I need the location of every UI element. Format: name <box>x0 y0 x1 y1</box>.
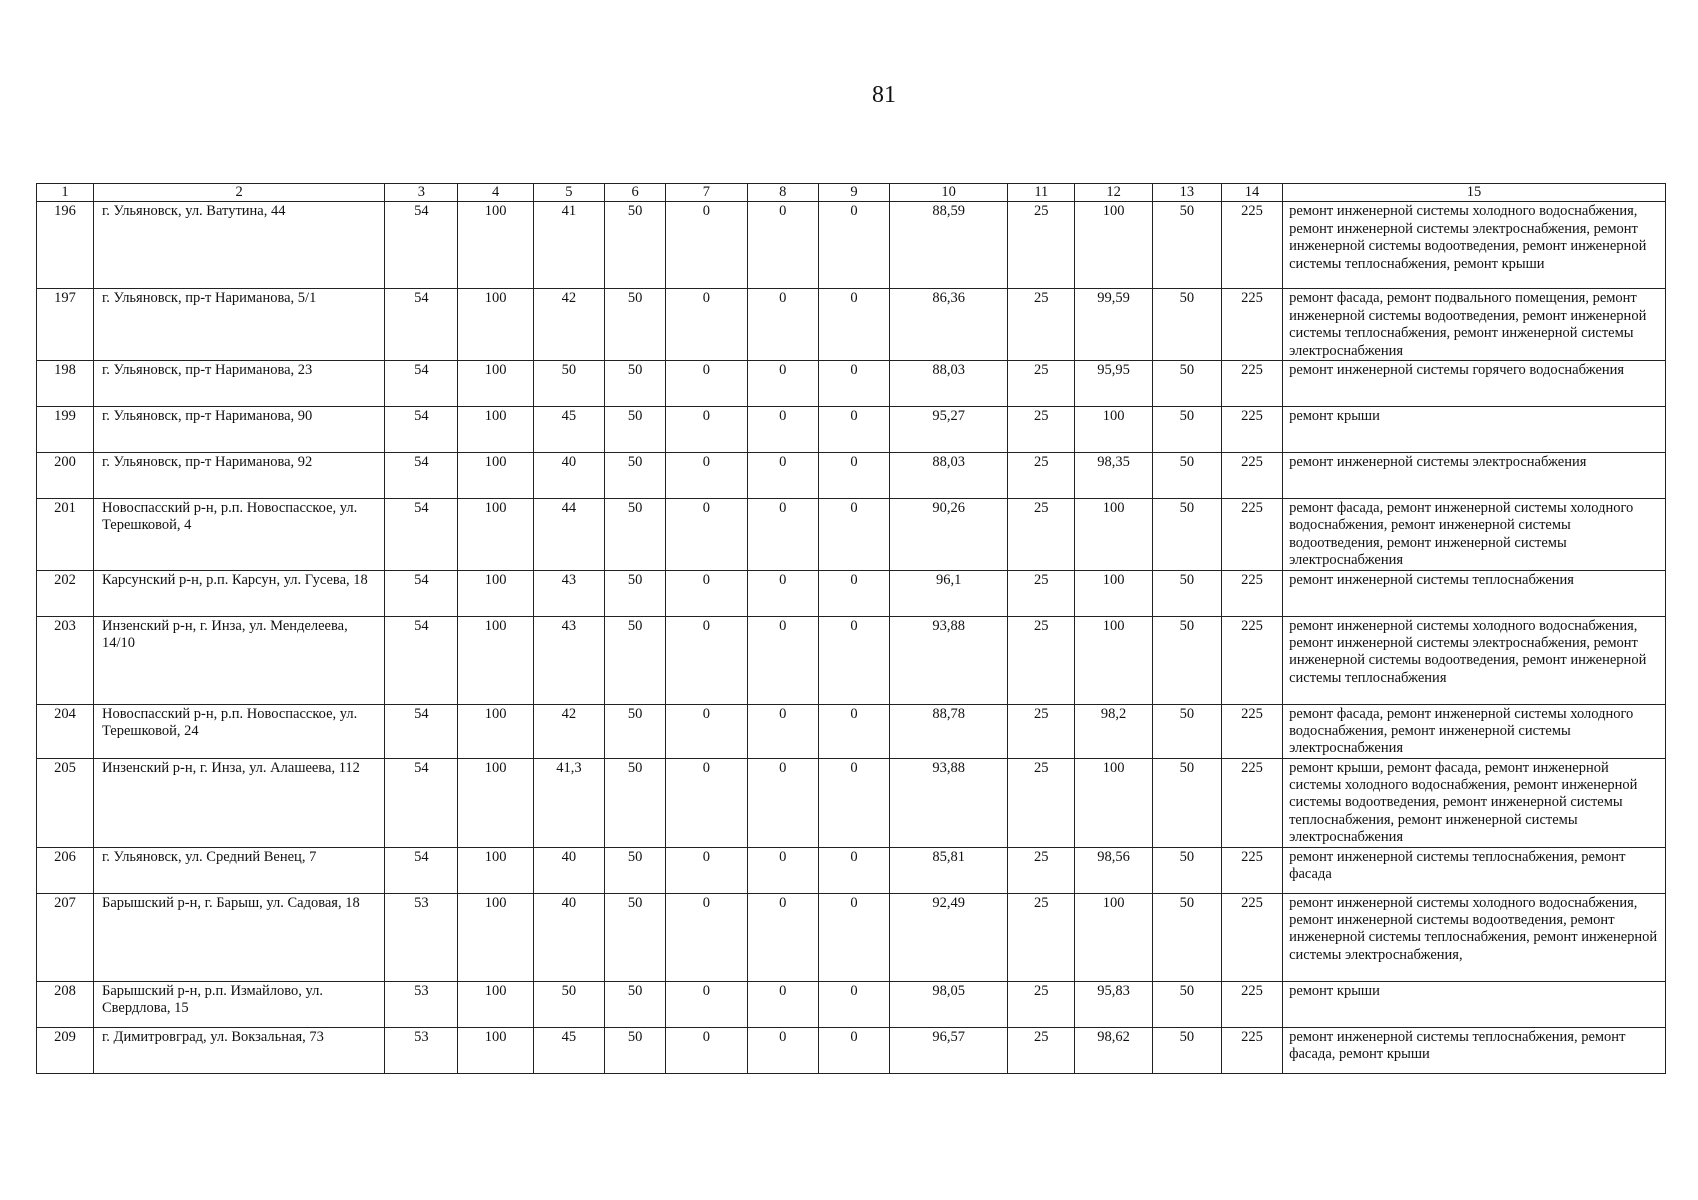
table-row <box>37 498 1666 570</box>
col13-cell: 50 <box>1152 289 1221 361</box>
col5-cell: 42 <box>533 289 604 361</box>
table-body <box>37 202 1666 1073</box>
address-cell: г. Ульяновск, пр-т Нариманова, 92 <box>94 452 385 498</box>
works-cell: ремонт инженерной системы теплоснабжения <box>1283 570 1666 616</box>
col13-cell: 50 <box>1152 202 1221 289</box>
row-number-cell: 197 <box>37 289 94 361</box>
row-number-cell: 205 <box>37 758 94 847</box>
col12-cell: 100 <box>1075 893 1152 981</box>
col7-cell: 0 <box>666 981 747 1027</box>
col5-cell: 40 <box>533 893 604 981</box>
col6-cell: 50 <box>605 360 666 406</box>
table-row <box>37 452 1666 498</box>
col4-cell: 100 <box>458 981 533 1027</box>
col9-cell: 0 <box>818 452 889 498</box>
table-row <box>37 847 1666 893</box>
col9-cell: 0 <box>818 981 889 1027</box>
row-number-cell: 196 <box>37 202 94 289</box>
col10-cell: 90,26 <box>890 498 1008 570</box>
column-header: 5 <box>533 184 604 202</box>
col12-cell: 99,59 <box>1075 289 1152 361</box>
col4-cell: 100 <box>458 289 533 361</box>
row-number-cell: 198 <box>37 360 94 406</box>
col7-cell: 0 <box>666 847 747 893</box>
col8-cell: 0 <box>747 981 818 1027</box>
col4-cell: 100 <box>458 360 533 406</box>
col3-cell: 54 <box>385 570 458 616</box>
col13-cell: 50 <box>1152 360 1221 406</box>
works-cell: ремонт инженерной системы электроснабжения <box>1283 452 1666 498</box>
col10-cell: 95,27 <box>890 406 1008 452</box>
col13-cell: 50 <box>1152 981 1221 1027</box>
col8-cell: 0 <box>747 616 818 704</box>
column-header: 4 <box>458 184 533 202</box>
table-row <box>37 893 1666 981</box>
col5-cell: 41 <box>533 202 604 289</box>
col9-cell: 0 <box>818 202 889 289</box>
col6-cell: 50 <box>605 847 666 893</box>
address-cell: Новоспасский р-н, р.п. Новоспасское, ул. Терешковой, 4 <box>94 498 385 570</box>
col6-cell: 50 <box>605 570 666 616</box>
col11-cell: 25 <box>1008 616 1075 704</box>
works-cell: ремонт фасада, ремонт подвального помещения, ремонт инженерной системы водоотведения, ремонт инженерной системы теплоснабжения, ремонт инженерной системы электроснабжения <box>1283 289 1666 361</box>
col7-cell: 0 <box>666 758 747 847</box>
col7-cell: 0 <box>666 202 747 289</box>
col3-cell: 54 <box>385 498 458 570</box>
table-row <box>37 1027 1666 1073</box>
col10-cell: 86,36 <box>890 289 1008 361</box>
address-cell: г. Ульяновск, ул. Ватутина, 44 <box>94 202 385 289</box>
col5-cell: 45 <box>533 406 604 452</box>
col9-cell: 0 <box>818 616 889 704</box>
data-table <box>36 183 1666 1074</box>
col8-cell: 0 <box>747 893 818 981</box>
col14-cell: 225 <box>1221 202 1282 289</box>
col5-cell: 50 <box>533 360 604 406</box>
table-row <box>37 704 1666 758</box>
col13-cell: 50 <box>1152 847 1221 893</box>
col10-cell: 93,88 <box>890 758 1008 847</box>
column-header: 10 <box>890 184 1008 202</box>
works-cell: ремонт инженерной системы холодного водоснабжения, ремонт инженерной системы электроснабжения, ремонт инженерной системы водоотведения, ремонт инженерной системы теплоснабжения, ремонт крыши <box>1283 202 1666 289</box>
col3-cell: 53 <box>385 893 458 981</box>
row-number-cell: 199 <box>37 406 94 452</box>
address-cell: Инзенский р-н, г. Инза, ул. Менделеева, 14/10 <box>94 616 385 704</box>
col6-cell: 50 <box>605 498 666 570</box>
col4-cell: 100 <box>458 570 533 616</box>
col14-cell: 225 <box>1221 360 1282 406</box>
col12-cell: 100 <box>1075 202 1152 289</box>
col10-cell: 85,81 <box>890 847 1008 893</box>
col9-cell: 0 <box>818 1027 889 1073</box>
col9-cell: 0 <box>818 498 889 570</box>
row-number-cell: 202 <box>37 570 94 616</box>
col8-cell: 0 <box>747 289 818 361</box>
col9-cell: 0 <box>818 704 889 758</box>
col7-cell: 0 <box>666 616 747 704</box>
col12-cell: 95,95 <box>1075 360 1152 406</box>
col13-cell: 50 <box>1152 704 1221 758</box>
col4-cell: 100 <box>458 498 533 570</box>
col7-cell: 0 <box>666 289 747 361</box>
works-cell: ремонт инженерной системы холодного водоснабжения, ремонт инженерной системы водоотведения, ремонт инженерной системы теплоснабжения, ремонт инженерной системы электроснабжения, <box>1283 893 1666 981</box>
address-cell: г. Ульяновск, пр-т Нариманова, 23 <box>94 360 385 406</box>
col10-cell: 88,78 <box>890 704 1008 758</box>
col10-cell: 98,05 <box>890 981 1008 1027</box>
col10-cell: 88,03 <box>890 360 1008 406</box>
col11-cell: 25 <box>1008 847 1075 893</box>
col12-cell: 100 <box>1075 616 1152 704</box>
col12-cell: 98,2 <box>1075 704 1152 758</box>
col12-cell: 98,56 <box>1075 847 1152 893</box>
col3-cell: 54 <box>385 289 458 361</box>
works-cell: ремонт инженерной системы теплоснабжения, ремонт фасада <box>1283 847 1666 893</box>
col5-cell: 43 <box>533 616 604 704</box>
col9-cell: 0 <box>818 360 889 406</box>
col4-cell: 100 <box>458 616 533 704</box>
works-cell: ремонт инженерной системы теплоснабжения, ремонт фасада, ремонт крыши <box>1283 1027 1666 1073</box>
column-header: 14 <box>1221 184 1282 202</box>
col12-cell: 98,35 <box>1075 452 1152 498</box>
col9-cell: 0 <box>818 758 889 847</box>
col10-cell: 88,59 <box>890 202 1008 289</box>
row-number-cell: 208 <box>37 981 94 1027</box>
address-cell: Новоспасский р-н, р.п. Новоспасское, ул. Терешковой, 24 <box>94 704 385 758</box>
col12-cell: 100 <box>1075 758 1152 847</box>
col11-cell: 25 <box>1008 498 1075 570</box>
table-row <box>37 406 1666 452</box>
col13-cell: 50 <box>1152 893 1221 981</box>
col7-cell: 0 <box>666 1027 747 1073</box>
col10-cell: 96,57 <box>890 1027 1008 1073</box>
col14-cell: 225 <box>1221 289 1282 361</box>
works-cell: ремонт крыши <box>1283 406 1666 452</box>
page-number: 81 <box>872 82 896 108</box>
col10-cell: 92,49 <box>890 893 1008 981</box>
col6-cell: 50 <box>605 758 666 847</box>
col3-cell: 54 <box>385 616 458 704</box>
col12-cell: 100 <box>1075 406 1152 452</box>
col13-cell: 50 <box>1152 616 1221 704</box>
works-cell: ремонт крыши, ремонт фасада, ремонт инженерной системы холодного водоснабжения, ремонт инженерной системы водоотведения, ремонт инженерной системы теплоснабжения, ремонт инженерной системы электроснабжения <box>1283 758 1666 847</box>
row-number-cell: 206 <box>37 847 94 893</box>
col7-cell: 0 <box>666 893 747 981</box>
col5-cell: 40 <box>533 452 604 498</box>
table-row <box>37 289 1666 361</box>
col4-cell: 100 <box>458 1027 533 1073</box>
col8-cell: 0 <box>747 406 818 452</box>
col14-cell: 225 <box>1221 406 1282 452</box>
col3-cell: 54 <box>385 758 458 847</box>
column-header: 8 <box>747 184 818 202</box>
col10-cell: 96,1 <box>890 570 1008 616</box>
col13-cell: 50 <box>1152 1027 1221 1073</box>
col6-cell: 50 <box>605 202 666 289</box>
col4-cell: 100 <box>458 893 533 981</box>
column-header: 3 <box>385 184 458 202</box>
col8-cell: 0 <box>747 704 818 758</box>
col7-cell: 0 <box>666 452 747 498</box>
col11-cell: 25 <box>1008 893 1075 981</box>
col11-cell: 25 <box>1008 1027 1075 1073</box>
col7-cell: 0 <box>666 360 747 406</box>
col12-cell: 100 <box>1075 570 1152 616</box>
col5-cell: 45 <box>533 1027 604 1073</box>
address-cell: Карсунский р-н, р.п. Карсун, ул. Гусева, 18 <box>94 570 385 616</box>
table-row <box>37 981 1666 1027</box>
col14-cell: 225 <box>1221 570 1282 616</box>
column-header: 11 <box>1008 184 1075 202</box>
col14-cell: 225 <box>1221 847 1282 893</box>
col9-cell: 0 <box>818 406 889 452</box>
works-cell: ремонт инженерной системы холодного водоснабжения, ремонт инженерной системы электроснабжения, ремонт инженерной системы водоотведения, ремонт инженерной системы теплоснабжения <box>1283 616 1666 704</box>
col6-cell: 50 <box>605 893 666 981</box>
col12-cell: 100 <box>1075 498 1152 570</box>
col3-cell: 54 <box>385 452 458 498</box>
works-cell: ремонт крыши <box>1283 981 1666 1027</box>
column-header: 7 <box>666 184 747 202</box>
col8-cell: 0 <box>747 498 818 570</box>
col13-cell: 50 <box>1152 498 1221 570</box>
col8-cell: 0 <box>747 1027 818 1073</box>
col5-cell: 40 <box>533 847 604 893</box>
col3-cell: 54 <box>385 704 458 758</box>
col9-cell: 0 <box>818 289 889 361</box>
col6-cell: 50 <box>605 981 666 1027</box>
col8-cell: 0 <box>747 452 818 498</box>
col6-cell: 50 <box>605 406 666 452</box>
works-cell: ремонт фасада, ремонт инженерной системы холодного водоснабжения, ремонт инженерной системы водоотведения, ремонт инженерной системы электроснабжения <box>1283 498 1666 570</box>
col9-cell: 0 <box>818 570 889 616</box>
col11-cell: 25 <box>1008 704 1075 758</box>
column-header: 1 <box>37 184 94 202</box>
row-number-cell: 200 <box>37 452 94 498</box>
table-row <box>37 758 1666 847</box>
address-cell: г. Димитровград, ул. Вокзальная, 73 <box>94 1027 385 1073</box>
row-number-cell: 203 <box>37 616 94 704</box>
col4-cell: 100 <box>458 847 533 893</box>
column-header: 9 <box>818 184 889 202</box>
col4-cell: 100 <box>458 452 533 498</box>
col10-cell: 88,03 <box>890 452 1008 498</box>
col5-cell: 41,3 <box>533 758 604 847</box>
column-header: 12 <box>1075 184 1152 202</box>
col3-cell: 54 <box>385 847 458 893</box>
col3-cell: 54 <box>385 202 458 289</box>
col4-cell: 100 <box>458 202 533 289</box>
col13-cell: 50 <box>1152 406 1221 452</box>
col6-cell: 50 <box>605 1027 666 1073</box>
col9-cell: 0 <box>818 893 889 981</box>
row-number-cell: 201 <box>37 498 94 570</box>
col11-cell: 25 <box>1008 570 1075 616</box>
col13-cell: 50 <box>1152 452 1221 498</box>
col3-cell: 54 <box>385 360 458 406</box>
column-header: 15 <box>1283 184 1666 202</box>
address-cell: г. Ульяновск, ул. Средний Венец, 7 <box>94 847 385 893</box>
col3-cell: 53 <box>385 981 458 1027</box>
col14-cell: 225 <box>1221 758 1282 847</box>
col5-cell: 44 <box>533 498 604 570</box>
col6-cell: 50 <box>605 704 666 758</box>
table-row <box>37 616 1666 704</box>
col11-cell: 25 <box>1008 981 1075 1027</box>
col11-cell: 25 <box>1008 758 1075 847</box>
column-header: 2 <box>94 184 385 202</box>
address-cell: Барышский р-н, р.п. Измайлово, ул. Свердлова, 15 <box>94 981 385 1027</box>
col9-cell: 0 <box>818 847 889 893</box>
col11-cell: 25 <box>1008 360 1075 406</box>
col14-cell: 225 <box>1221 893 1282 981</box>
col7-cell: 0 <box>666 570 747 616</box>
col4-cell: 100 <box>458 704 533 758</box>
works-cell: ремонт фасада, ремонт инженерной системы холодного водоснабжения, ремонт инженерной системы электроснабжения <box>1283 704 1666 758</box>
col4-cell: 100 <box>458 406 533 452</box>
table-row <box>37 202 1666 289</box>
col4-cell: 100 <box>458 758 533 847</box>
col3-cell: 53 <box>385 1027 458 1073</box>
col14-cell: 225 <box>1221 498 1282 570</box>
address-cell: г. Ульяновск, пр-т Нариманова, 5/1 <box>94 289 385 361</box>
col14-cell: 225 <box>1221 616 1282 704</box>
table-row <box>37 360 1666 406</box>
col14-cell: 225 <box>1221 1027 1282 1073</box>
works-cell: ремонт инженерной системы горячего водоснабжения <box>1283 360 1666 406</box>
col8-cell: 0 <box>747 202 818 289</box>
col11-cell: 25 <box>1008 452 1075 498</box>
col8-cell: 0 <box>747 758 818 847</box>
col6-cell: 50 <box>605 289 666 361</box>
row-number-cell: 209 <box>37 1027 94 1073</box>
header-row <box>37 184 1666 202</box>
col6-cell: 50 <box>605 616 666 704</box>
col13-cell: 50 <box>1152 758 1221 847</box>
col10-cell: 93,88 <box>890 616 1008 704</box>
row-number-cell: 204 <box>37 704 94 758</box>
col14-cell: 225 <box>1221 452 1282 498</box>
col6-cell: 50 <box>605 452 666 498</box>
col7-cell: 0 <box>666 704 747 758</box>
col12-cell: 98,62 <box>1075 1027 1152 1073</box>
table-row <box>37 570 1666 616</box>
col8-cell: 0 <box>747 360 818 406</box>
col5-cell: 43 <box>533 570 604 616</box>
address-cell: г. Ульяновск, пр-т Нариманова, 90 <box>94 406 385 452</box>
col14-cell: 225 <box>1221 981 1282 1027</box>
column-header: 13 <box>1152 184 1221 202</box>
col8-cell: 0 <box>747 570 818 616</box>
col7-cell: 0 <box>666 406 747 452</box>
col5-cell: 50 <box>533 981 604 1027</box>
col8-cell: 0 <box>747 847 818 893</box>
col7-cell: 0 <box>666 498 747 570</box>
row-number-cell: 207 <box>37 893 94 981</box>
col12-cell: 95,83 <box>1075 981 1152 1027</box>
col11-cell: 25 <box>1008 406 1075 452</box>
col14-cell: 225 <box>1221 704 1282 758</box>
address-cell: Барышский р-н, г. Барыш, ул. Садовая, 18 <box>94 893 385 981</box>
col5-cell: 42 <box>533 704 604 758</box>
col3-cell: 54 <box>385 406 458 452</box>
column-header: 6 <box>605 184 666 202</box>
address-cell: Инзенский р-н, г. Инза, ул. Алашеева, 112 <box>94 758 385 847</box>
col13-cell: 50 <box>1152 570 1221 616</box>
col11-cell: 25 <box>1008 202 1075 289</box>
col11-cell: 25 <box>1008 289 1075 361</box>
